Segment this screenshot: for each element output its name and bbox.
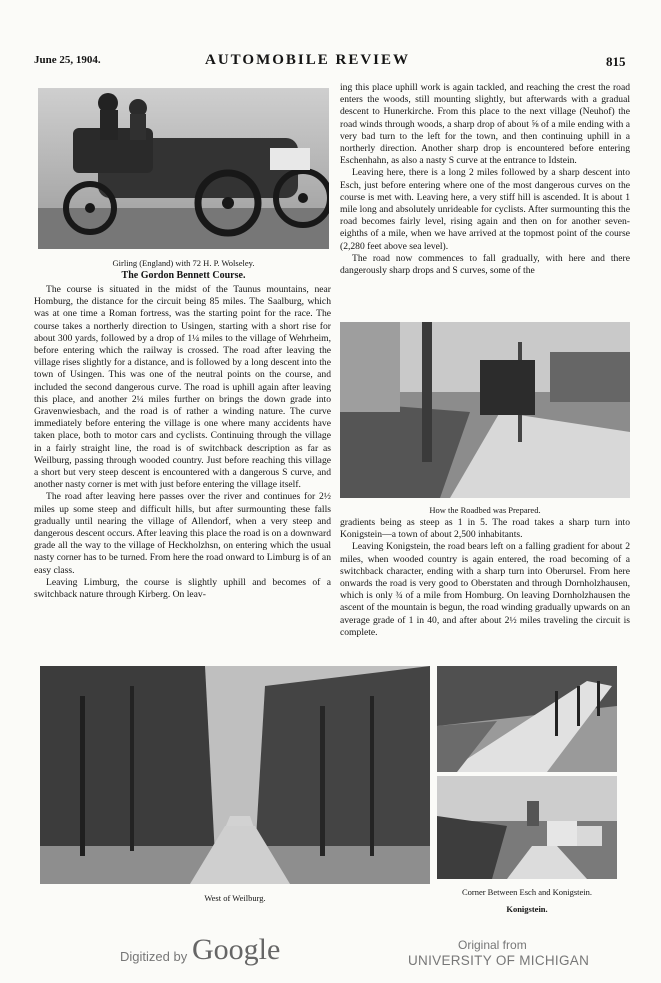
article-left-column: [34, 284, 331, 601]
paragraph: The road now commences to fall gradually, with here and there dangerously sharp drops and S curves, some of the: [340, 252, 630, 277]
paragraph: Leaving Limburg, the course is slightly uphill and becomes of a switchback nature through Kirberg. On leav-: [34, 576, 331, 601]
paragraph: The course is situated in the midst of the Taunus mountains, near Homburg, the distance for the circuit being 85 miles. The Saalburg, which was at one time a Roman fortress, was the starting point for the race. The course takes a northerly direction to Usingen, starting with a short rise for about 300 yards, followed by a drop of 1¼ miles to the village of Wehrheim, before entering which the railway is crossed. The road after leaving the village rises slightly for a distance, and is followed by a long descent into the town of Usingen. This was one of the neutral points on the course, and included the second dangerous curve. The road is uphill again after leaving this place, and another 2¼ miles further on brings the down grade into Gravenwiesbach, and the road is of rather a winding nature. The curve immediately before entering the village is one where many accidents have taken place, both to motor cars and cyclists. Continuing through the village in a fairly straight line, the road is of switchback description as far as Weilburg, passing through wooded country. Just before reaching this village a short but very steep descent is encountered with a dangerous S curve, and another nasty corner is met with just before entering the village itself.: [34, 284, 331, 491]
page-number: 815: [606, 54, 626, 69]
paragraph: The road after leaving here passes over the river and continues for 2½ miles up some steep and difficult hills, but after surmounting these falls gradually until nearing the village of Allendorf, when a very steep and dangerous descent occurs. After leaving this place the road is on a downward grade all the way to the village of Heckholzhsn, on entering which the usual nasty corner has to be turned. From here the road onward to Limburg is of an easy class.: [34, 491, 331, 576]
paragraph: Leaving here, there is a long 2 miles followed by a sharp descent into Esch, just before entering where one of the most dangerous curves on the course is met with. Leaving here, a very stiff hill is ascended. It is about 1 mile long and absolutely unrideable for cyclists. After surmounting this the road becomes fairly level, rising again and then on for another seven-eighths of a mile, when we have arrived at the topmost point of the course (2,280 feet above sea level).: [340, 167, 630, 252]
photo-roadbed-caption: How the Roadbed was Prepared.: [429, 505, 541, 515]
digitized-by-text: Digitized by: [120, 949, 188, 964]
photo-konigstein-caption: Konigstein.: [506, 904, 548, 914]
photo-konigstein: [437, 776, 617, 879]
photo-west-of-weilburg-caption: West of Weilburg.: [204, 893, 266, 903]
photo-roadbed: [340, 322, 630, 498]
issue-date: June 25, 1904.: [34, 54, 101, 66]
paragraph: Leaving Konigstein, the road bears left on a falling gradient for about 2 miles, when wooded country is again entered, the road becoming of a switchback character, ending with a sharp turn into Oberursel. From here onwards the road is very good to Oberstaten and through Dornholzhausen, which is only ¾ of a mile from Homburg. On leaving Dornholzhausen the ascent of the mountain is begun, the road winding gradually upwards on an average grade of 1 in 40, and after about 2½ miles traveling the circuit is complete.: [340, 541, 630, 638]
paragraph: ing this place uphill work is again tackled, and reaching the crest the road enters the woods, still mounting slightly, but afterwards with a gradual descent to Hunerkirche. From this place to the next village (Neuhof) the road winds through woods, a sharp drop of about ⅝ of a mile ending with a very bad turn to the left for the town, and then continuing uphill in a northerly direction. Another sharp drop is encountered before entering Eschenhahn, as also a nasty S curve at the entrance to Idstein.: [340, 82, 630, 167]
paragraph: gradients being as steep as 1 in 5. The road takes a sharp turn into Konigstein—a town of about 2,500 inhabitants.: [340, 517, 630, 541]
photo-race-car: [38, 88, 329, 249]
original-from-text: Original from: [458, 938, 527, 952]
photo-west-of-weilburg: [40, 666, 430, 884]
google-logo: Google: [192, 933, 281, 966]
photo-corner-caption: Corner Between Esch and Konigstein.: [461, 887, 593, 897]
photo-race-car-caption: Girling (England) with 72 H. P. Wolseley.: [112, 258, 255, 268]
institution-text: UNIVERSITY OF MICHIGAN: [408, 953, 590, 968]
article-right-column-top: [340, 82, 630, 277]
journal-title: AUTOMOBILE REVIEW: [205, 52, 411, 68]
section-heading: The Gordon Bennett Course.: [121, 270, 246, 281]
article-right-column-bottom: [340, 517, 630, 639]
photo-corner-esch-konigstein: [437, 666, 617, 772]
